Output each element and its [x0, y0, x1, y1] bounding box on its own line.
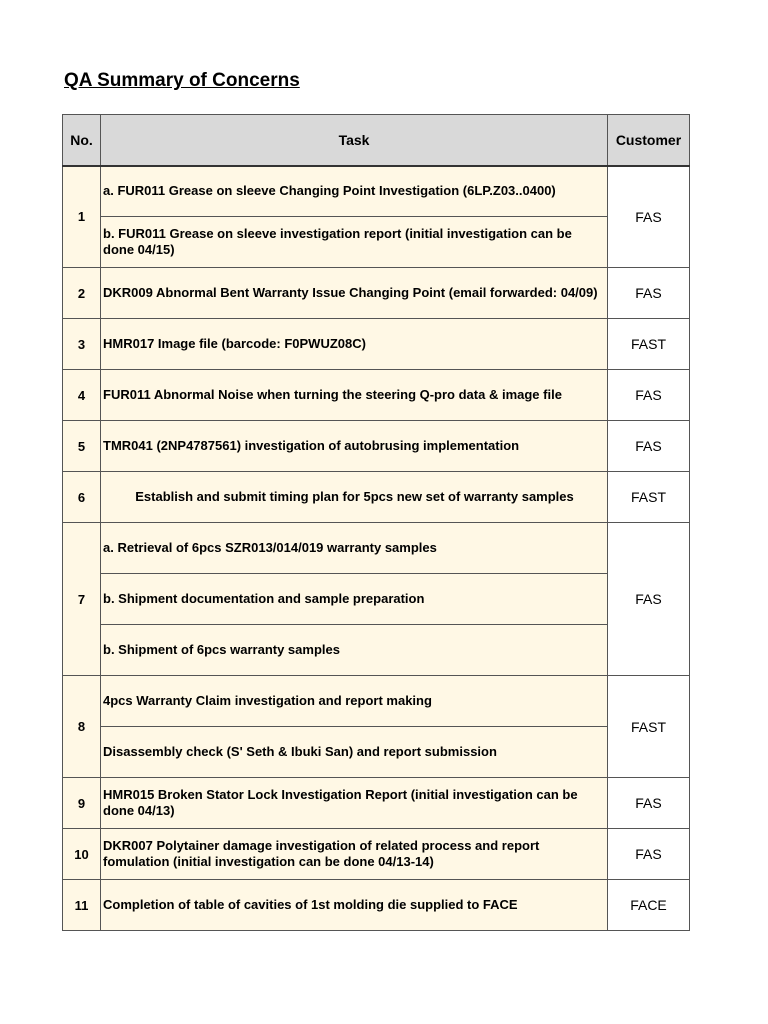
- customer-cell: FAS: [608, 166, 690, 268]
- row-number: 11: [63, 880, 101, 931]
- table-row: [63, 727, 690, 778]
- task-cell: a. FUR011 Grease on sleeve Changing Point Investigation (6LP.Z03..0400): [101, 166, 608, 217]
- table-header-row: [63, 115, 690, 166]
- customer-cell: FACE: [608, 880, 690, 931]
- task-cell: Completion of table of cavities of 1st molding die supplied to FACE: [101, 880, 608, 931]
- table-row: [63, 880, 690, 931]
- table-row: [63, 676, 690, 727]
- table-row: [63, 625, 690, 676]
- table-row: [63, 574, 690, 625]
- task-cell: HMR017 Image file (barcode: F0PWUZ08C): [101, 319, 608, 370]
- task-cell: Establish and submit timing plan for 5pcs new set of warranty samples: [101, 472, 608, 523]
- customer-cell: FAST: [608, 319, 690, 370]
- task-cell: b. Shipment documentation and sample preparation: [101, 574, 608, 625]
- table-row: [63, 370, 690, 421]
- page-title: QA Summary of Concerns: [64, 70, 300, 91]
- row-number: 9: [63, 778, 101, 829]
- task-cell: Disassembly check (S' Seth & Ibuki San) and report submission: [101, 727, 608, 778]
- table-row: [63, 421, 690, 472]
- row-number: 3: [63, 319, 101, 370]
- table-row: [63, 829, 690, 880]
- customer-cell: FAS: [608, 829, 690, 880]
- row-number: 8: [63, 676, 101, 778]
- customer-cell: FAS: [608, 268, 690, 319]
- task-cell: a. Retrieval of 6pcs SZR013/014/019 warranty samples: [101, 523, 608, 574]
- customer-cell: FAST: [608, 472, 690, 523]
- task-cell: b. Shipment of 6pcs warranty samples: [101, 625, 608, 676]
- row-number: 10: [63, 829, 101, 880]
- row-number: 6: [63, 472, 101, 523]
- customer-cell: FAS: [608, 421, 690, 472]
- task-cell: TMR041 (2NP4787561) investigation of autobrusing implementation: [101, 421, 608, 472]
- table-row: [63, 217, 690, 268]
- table-row: [63, 472, 690, 523]
- row-number: 5: [63, 421, 101, 472]
- customer-cell: FAS: [608, 370, 690, 421]
- task-cell: HMR015 Broken Stator Lock Investigation Report (initial investigation can be done 04/13): [101, 778, 608, 829]
- task-cell: b. FUR011 Grease on sleeve investigation report (initial investigation can be done 04/15): [101, 217, 608, 268]
- table-row: [63, 778, 690, 829]
- table-row: [63, 523, 690, 574]
- task-cell: FUR011 Abnormal Noise when turning the steering Q-pro data & image file: [101, 370, 608, 421]
- task-cell: DKR007 Polytainer damage investigation of related process and report fomulation (initial investigation can be done 04/13-14): [101, 829, 608, 880]
- row-number: 1: [63, 166, 101, 268]
- header-no: No.: [63, 115, 101, 166]
- table-row: [63, 166, 690, 217]
- customer-cell: FAST: [608, 676, 690, 778]
- task-cell: 4pcs Warranty Claim investigation and report making: [101, 676, 608, 727]
- header-task: Task: [101, 115, 608, 166]
- concerns-table: [62, 114, 690, 931]
- task-cell: DKR009 Abnormal Bent Warranty Issue Changing Point (email forwarded: 04/09): [101, 268, 608, 319]
- customer-cell: FAS: [608, 778, 690, 829]
- customer-cell: FAS: [608, 523, 690, 676]
- header-customer: Customer: [608, 115, 690, 166]
- row-number: 7: [63, 523, 101, 676]
- table-row: [63, 319, 690, 370]
- row-number: 4: [63, 370, 101, 421]
- row-number: 2: [63, 268, 101, 319]
- table-row: [63, 268, 690, 319]
